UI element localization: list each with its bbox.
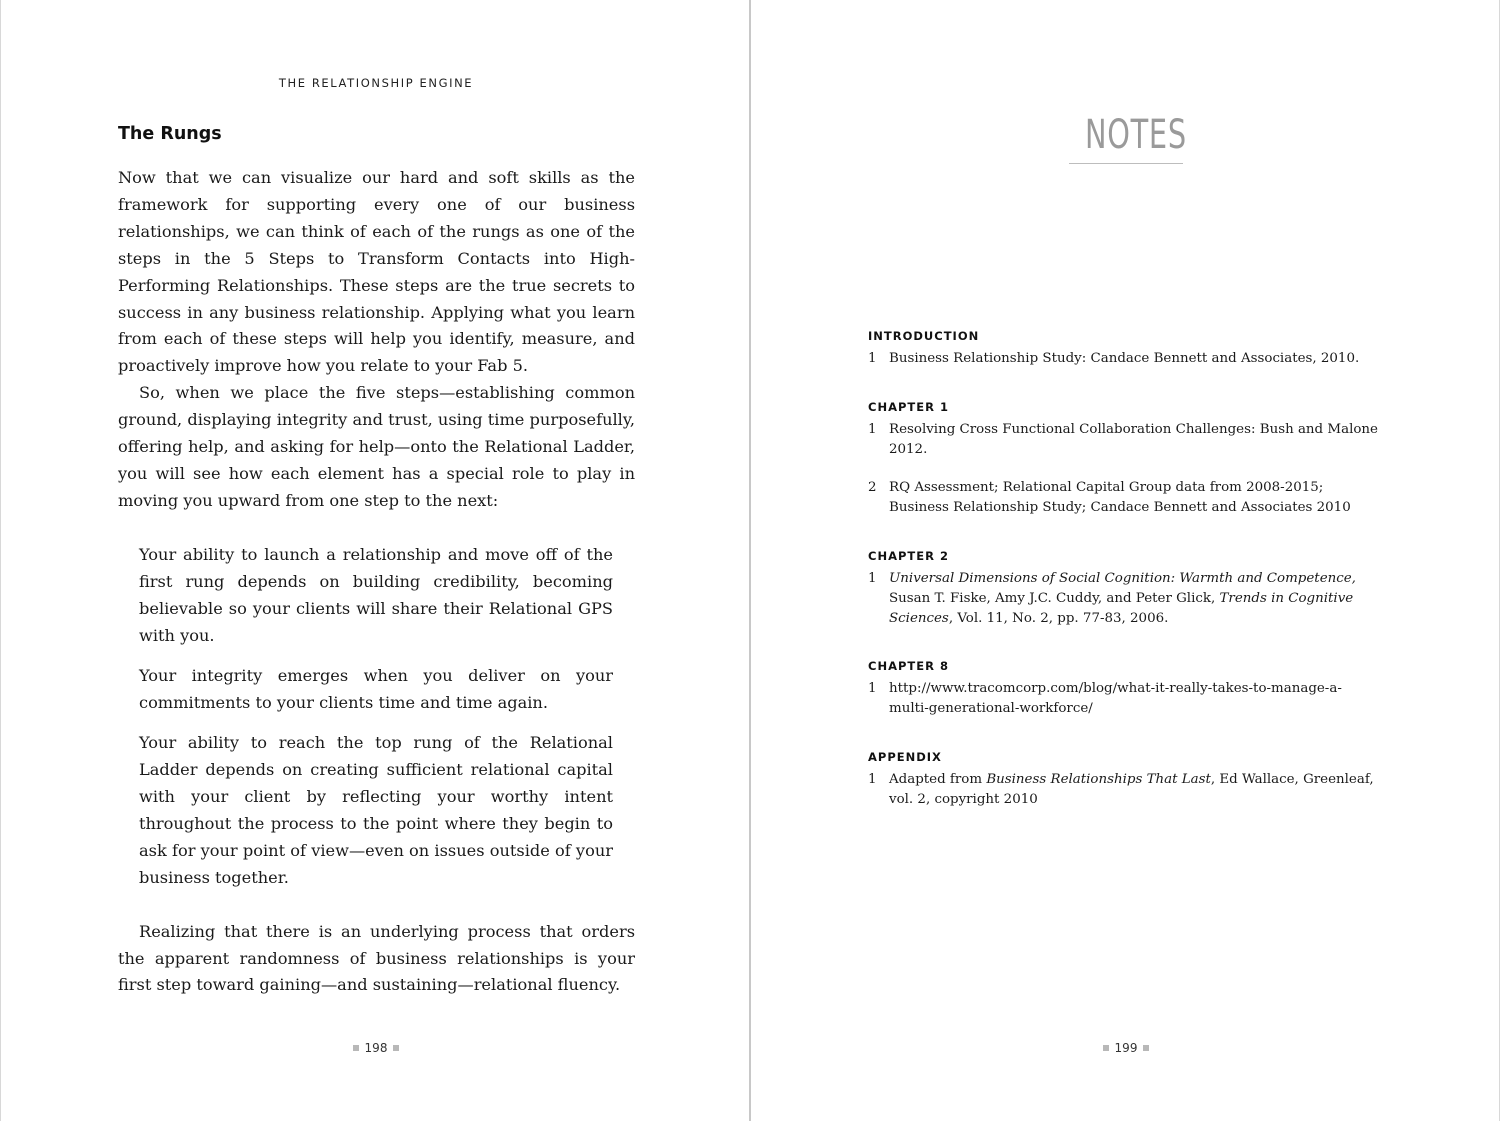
note-number: 1 xyxy=(868,421,877,437)
note-section xyxy=(868,549,1381,628)
chapter-label: CHAPTER 1 xyxy=(868,399,949,414)
note-item xyxy=(868,478,1381,518)
note-item xyxy=(868,679,1381,719)
chapter-label: APPENDIX xyxy=(868,749,942,764)
note-text xyxy=(889,478,1381,518)
note-number: 1 xyxy=(868,570,877,586)
note-section xyxy=(868,659,1381,719)
closing-paragraph: Realizing that there is an underlying process that orders the apparent randomness of business relationships is your first step toward gaining—and sustaining—relational fluency. xyxy=(118,921,635,995)
page-number-text: 199 xyxy=(1114,1041,1138,1055)
folio-square-icon xyxy=(1143,1045,1149,1051)
note-number: 1 xyxy=(868,351,877,366)
note-plain-text: http://www.tracomcorp.com/blog/what-it-really-takes-to-manage-a-multi-generational-workforce/ xyxy=(889,681,1342,717)
note-section xyxy=(868,750,1381,810)
note-text xyxy=(889,569,1381,628)
block-quote: Your ability to launch a relationship and move off of the first rung depends on building credibility, becoming believable so your clients will share their Relational GPS with you. xyxy=(139,544,613,645)
chapter-label: CHAPTER 8 xyxy=(868,659,949,674)
section-heading: The Rungs xyxy=(118,124,222,144)
note-italic-text: Trends in Cognitive Sciences xyxy=(889,590,1354,626)
note-section xyxy=(868,329,1381,369)
note-number: 1 xyxy=(868,681,877,697)
note-item xyxy=(868,420,1381,460)
note-number: 2 xyxy=(868,480,877,496)
folio-square-icon xyxy=(1103,1045,1109,1051)
body-paragraph: Now that we can visualize our hard and soft skills as the framework for supporting every one of our business relationships, we can think of each of the rungs as one of the steps in the 5 Steps to Transform Contacts into High-Performing Relationships. These steps are the true secrets to success in any business relationship. Applying what you learn from each of these steps will help you identify, measure, and proactively improve how you relate to your Fab 5. xyxy=(118,168,635,376)
right-page xyxy=(751,0,1500,1121)
note-section xyxy=(868,400,1381,518)
note-plain-text: Adapted from xyxy=(889,771,987,787)
block-quote: Your ability to reach the top rung of the Relational Ladder depends on creating sufficient relational capital with your client by reflecting your worthy intent throughout the process to the point where they begin to ask for your point of view—even on issues outside of your business together. xyxy=(139,733,613,887)
note-text xyxy=(889,349,1381,369)
note-text xyxy=(889,679,1381,719)
folio-square-icon xyxy=(393,1045,399,1051)
page-number xyxy=(326,1041,426,1055)
block-quotes xyxy=(139,542,613,892)
note-plain-text: Resolving Cross Functional Collaboration Challenges: Bush and Malone 2012. xyxy=(889,421,1378,457)
body-paragraph: So, when we place the five steps—establishing common ground, displaying integrity and trust, using time purposefully, offering help, and asking for help—onto the Relational Ladder, you will see how each element has a special role to play in moving you upward from one step to the next: xyxy=(118,383,635,510)
note-italic-text: Business Relationships That Last xyxy=(986,771,1211,787)
page-number-text: 198 xyxy=(364,1041,388,1055)
body-text xyxy=(118,165,635,999)
note-plain-text: Business Relationship Study: Candace Bennett and Associates, 2010. xyxy=(889,351,1360,366)
folio-square-icon xyxy=(353,1045,359,1051)
title-underline xyxy=(1069,163,1183,164)
chapter-label: INTRODUCTION xyxy=(868,329,980,343)
note-item xyxy=(868,569,1381,628)
note-text xyxy=(889,420,1381,460)
notes-title: NOTES xyxy=(1084,112,1187,158)
note-italic-text: Universal Dimensions of Social Cognition: Warmth and Competence, xyxy=(889,570,1356,586)
notes-list xyxy=(868,329,1381,841)
block-quote: Your integrity emerges when you deliver on your commitments to your clients time and time again. xyxy=(139,665,613,712)
note-plain-text: , Vol. 11, No. 2, pp. 77-83, 2006. xyxy=(948,610,1169,626)
note-plain-text: RQ Assessment; Relational Capital Group data from 2008-2015; Business Relationship Study; Candace Bennett and Associates 2010 xyxy=(889,480,1351,516)
page-number xyxy=(1076,1041,1176,1055)
chapter-label: CHAPTER 2 xyxy=(868,548,949,563)
note-number: 1 xyxy=(868,771,877,787)
note-item xyxy=(868,349,1381,369)
note-item xyxy=(868,770,1381,810)
note-plain-text: , Ed Wallace, Greenleaf, vol. 2, copyright 2010 xyxy=(889,771,1374,807)
note-plain-text: Susan T. Fiske, Amy J.C. Cuddy, and Peter Glick, xyxy=(889,590,1220,606)
note-text xyxy=(889,770,1381,810)
running-head: THE RELATIONSHIP ENGINE xyxy=(278,76,474,90)
